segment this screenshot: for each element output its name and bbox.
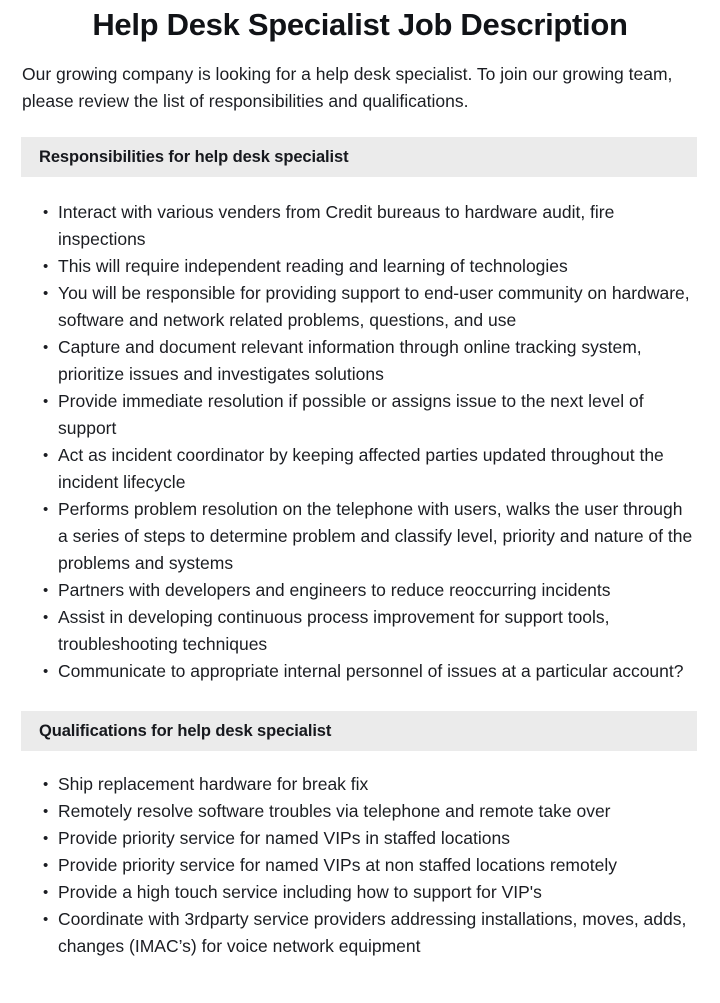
section-heading-label: Qualifications for help desk specialist: [39, 721, 332, 740]
section-header-responsibilities: [21, 137, 697, 177]
page-title: Help Desk Specialist Job Description: [92, 7, 628, 42]
section-qualifications: [0, 711, 720, 960]
list-item: • Provide immediate resolution if possible or assigns issue to the next level of support: [44, 388, 697, 442]
list-item: • Provide a high touch service including how to support for VIP's: [44, 879, 697, 906]
section-heading-label: Responsibilities for help desk specialist: [39, 147, 349, 166]
list-item: • Interact with various venders from Credit bureaus to hardware audit, fire inspections: [44, 199, 697, 253]
list-item: • This will require independent reading and learning of technologies: [44, 253, 697, 280]
list-item: • Performs problem resolution on the telephone with users, walks the user through a series of steps to determine problem and classify level, priority and nature of the problems and systems: [44, 496, 697, 577]
section-header-qualifications: [21, 711, 697, 751]
list-item: • Coordinate with 3rdparty service providers addressing installations, moves, adds, changes (IMAC’s) for voice network equipment: [44, 906, 697, 960]
list-item: • Act as incident coordinator by keeping affected parties updated throughout the incident lifecycle: [44, 442, 697, 496]
qualifications-list: [0, 751, 720, 960]
list-item: • You will be responsible for providing support to end-user community on hardware, software and network related problems, questions, and use: [44, 280, 697, 334]
section-responsibilities: [0, 137, 720, 685]
intro-paragraph: Our growing company is looking for a help desk specialist. To join our growing team, please review the list of responsibilities and qualifications.: [22, 64, 673, 112]
list-item: • Communicate to appropriate internal personnel of issues at a particular account?: [44, 658, 697, 685]
list-item: • Remotely resolve software troubles via telephone and remote take over: [44, 798, 697, 825]
responsibilities-list: [0, 177, 720, 685]
list-item: • Assist in developing continuous process improvement for support tools, troubleshooting techniques: [44, 604, 697, 658]
list-item: • Capture and document relevant information through online tracking system, prioritize issues and investigates solutions: [44, 334, 697, 388]
list-item: • Provide priority service for named VIPs in staffed locations: [44, 825, 697, 852]
list-item: • Partners with developers and engineers to reduce reoccurring incidents: [44, 577, 697, 604]
list-item: • Provide priority service for named VIPs at non staffed locations remotely: [44, 852, 697, 879]
list-item: • Ship replacement hardware for break fix: [44, 771, 697, 798]
